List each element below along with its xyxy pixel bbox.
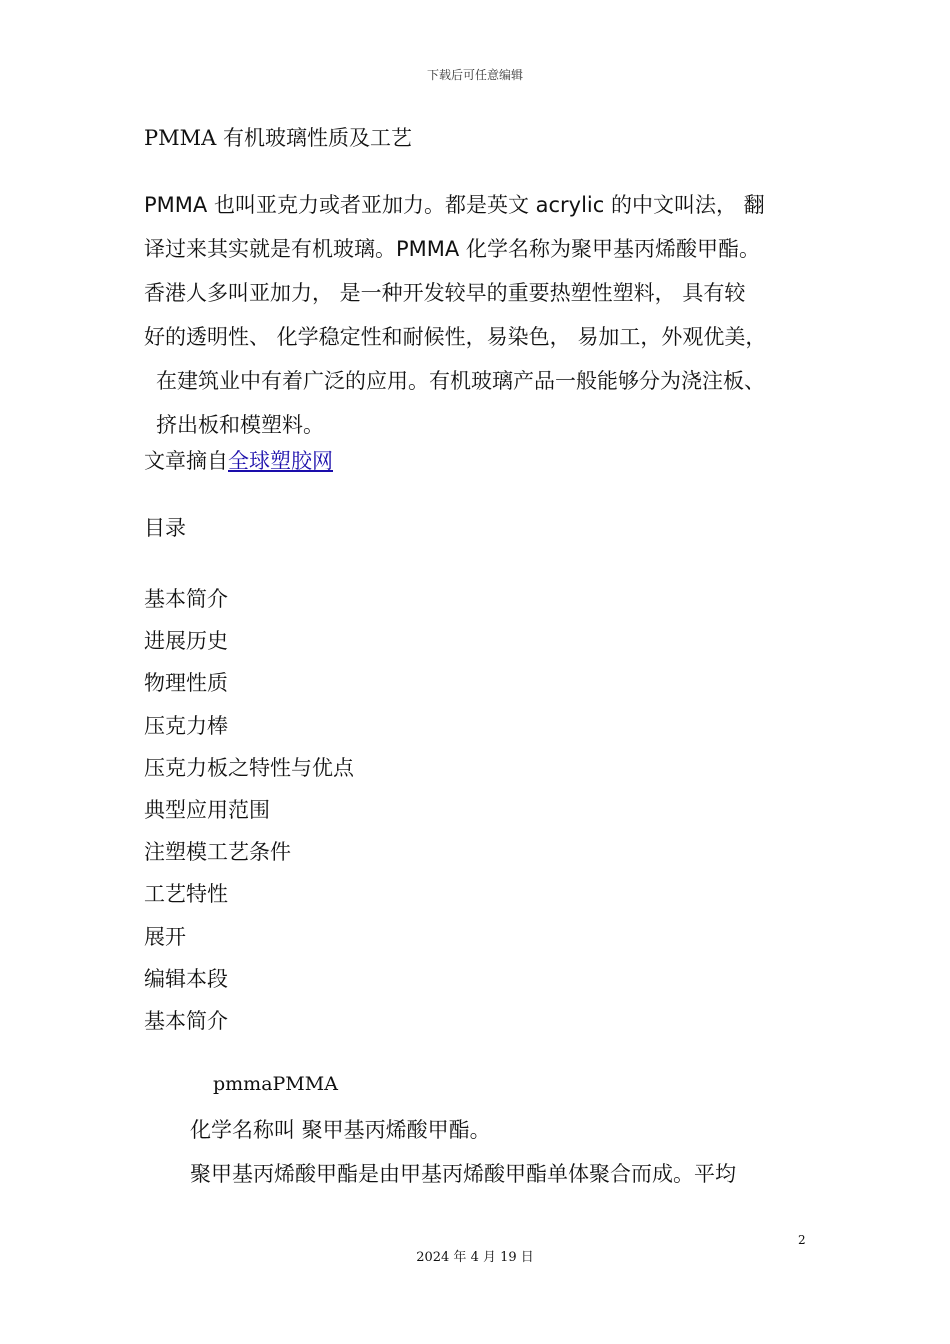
intro-line: 香港人多叫亚加力， 是一种开发较早的重要热塑性塑料， 具有较 — [144, 281, 746, 305]
footer-date: 2024 年 4 月 19 日 — [416, 1250, 534, 1265]
section-line: 化学名称叫 聚甲基丙烯酸甲酯。 — [190, 1118, 491, 1142]
intro-line: 在建筑业中有着广泛的应用。有机玻璃产品一般能够分为浇注板、 — [156, 369, 765, 393]
intro-line: 好的透明性、 化学稳定性和耐候性，易染色， 易加工，外观优美， — [144, 325, 767, 349]
table-of-contents — [144, 578, 354, 1042]
intro-paragraph — [144, 183, 816, 447]
section-subtitle: pmmaPMMA — [213, 1073, 338, 1095]
toc-item[interactable]: 进展历史 — [144, 629, 228, 654]
toc-title: 目录 — [144, 516, 186, 540]
source-prefix: 文章摘自 — [144, 449, 228, 473]
toc-item[interactable]: 基本简介 — [144, 587, 228, 611]
source-attribution — [144, 445, 333, 475]
toc-item[interactable]: 工艺特性 — [144, 882, 228, 907]
toc-item[interactable]: 展开 — [144, 924, 186, 949]
intro-line: PMMA 也叫亚克力或者亚加力。都是英文 acrylic 的中文叫法， 翻 — [144, 193, 765, 217]
toc-item[interactable]: 压克力棒 — [144, 713, 228, 738]
toc-item[interactable]: 基本简介 — [144, 1008, 228, 1033]
page-header: 下载后可任意编辑 — [426, 68, 523, 82]
section-line: 聚甲基丙烯酸甲酯是由甲基丙烯酸甲酯单体聚合而成。平均 — [190, 1162, 736, 1186]
document-title: PMMA 有机玻璃性质及工艺 — [144, 126, 412, 150]
toc-item[interactable]: 物理性质 — [144, 671, 228, 696]
page-number: 2 — [798, 1233, 806, 1247]
toc-item[interactable]: 注塑模工艺条件 — [144, 840, 291, 865]
intro-line: 挤出板和模塑料。 — [156, 413, 324, 437]
source-link[interactable]: 全球塑胶网 — [228, 449, 333, 473]
toc-item[interactable]: 典型应用范围 — [144, 797, 270, 822]
toc-item[interactable]: 编辑本段 — [144, 966, 228, 991]
toc-item[interactable]: 压克力板之特性与优点 — [144, 755, 354, 780]
section-body — [190, 1108, 736, 1196]
intro-line: 译过来其实就是有机玻璃。PMMA 化学名称为聚甲基丙烯酸甲酯。 — [144, 237, 760, 261]
